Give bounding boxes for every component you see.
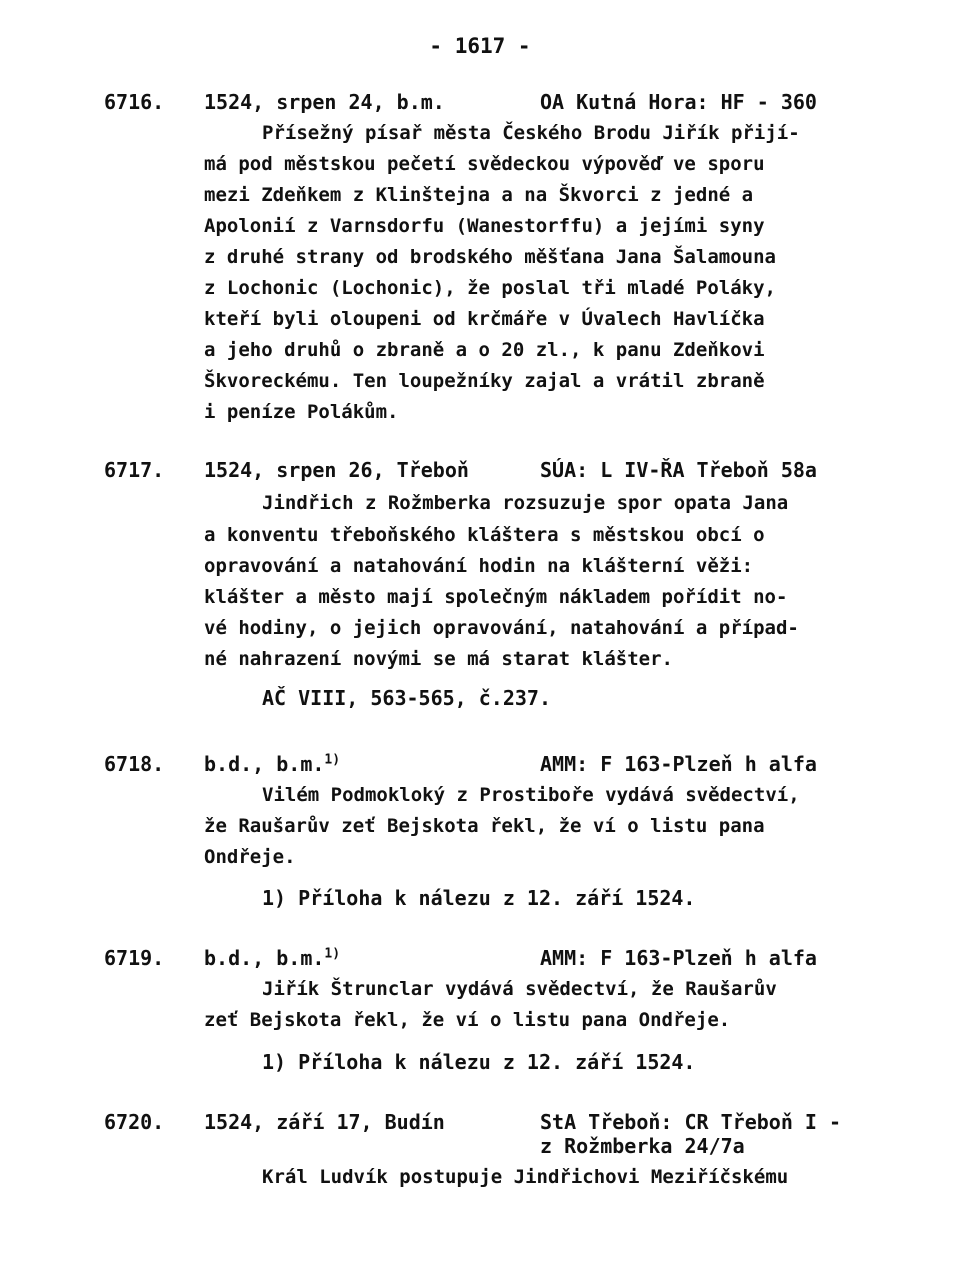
body-line: Vilém Podmokloký z Prostiboře vydává svědectví,	[262, 784, 800, 806]
body-line: Král Ludvík postupuje Jindřichovi Meziříčskému	[262, 1166, 789, 1188]
entry-date-text: b.d., b.m.	[204, 752, 325, 776]
body-line: Přísežný písař města Českého Brodu Jiřík přijí-	[262, 122, 800, 144]
entry-source: AMM: F 163-Plzeň h alfa	[540, 752, 817, 776]
entry-date	[204, 946, 340, 970]
entry-footnote: 1) Příloha k nálezu z 12. září 1524.	[262, 886, 696, 910]
body-line: zeť Bejskota řekl, že ví o listu pana Ondřeje.	[204, 1009, 731, 1031]
entry-source: SÚA: L IV-ŘA Třeboň 58a	[540, 458, 817, 482]
body-line: má pod městskou pečetí svědeckou výpověď ve sporu	[204, 153, 765, 175]
entry-source: AMM: F 163-Plzeň h alfa	[540, 946, 817, 970]
entry-body	[262, 118, 912, 149]
entry-footnote: 1) Příloha k nálezu z 12. září 1524.	[262, 1050, 696, 1074]
footnote-marker: 1)	[324, 752, 341, 768]
entry-date: 1524, srpen 24, b.m.	[204, 90, 445, 114]
body-line: Jindřich z Rožmberka rozsuzuje spor opata Jana	[262, 492, 789, 514]
body-line: klášter a město mají společným nákladem pořídit no-	[204, 586, 788, 608]
body-line: a jeho druhů o zbraně a o 20 zl., k panu Zdeňkovi	[204, 339, 765, 361]
entry-number: 6719.	[104, 946, 165, 970]
entry-number: 6716.	[104, 90, 165, 114]
body-line: i peníze Polákům.	[204, 401, 399, 423]
entry-body	[262, 1162, 912, 1193]
body-line: z druhé strany od brodského měšťana Jana Šalamouna	[204, 246, 776, 268]
body-line: vé hodiny, o jejich opravování, natahování a případ-	[204, 617, 799, 639]
footnote-marker: 1)	[324, 946, 341, 962]
body-line: Škvoreckému. Ten loupežníky zajal a vrátil zbraně	[204, 370, 765, 392]
entry-number: 6718.	[104, 752, 165, 776]
body-line: Ondřeje.	[204, 846, 296, 868]
entry-source: StA Třeboň: CR Třeboň I -	[540, 1110, 842, 1134]
entry-body	[204, 1005, 854, 1036]
entry-number: 6717.	[104, 458, 165, 482]
body-line: Apolonií z Varnsdorfu (Wanestorffu) a jejími syny	[204, 215, 765, 237]
entry-date: 1524, srpen 26, Třeboň	[204, 458, 469, 482]
entry-body	[262, 780, 912, 811]
body-line: z Lochonic (Lochonic), že poslal tři mladé Poláky,	[204, 277, 776, 299]
entry-date: 1524, září 17, Budín	[204, 1110, 445, 1134]
entry-note: AČ VIII, 563-565, č.237.	[262, 686, 551, 710]
entry-source-line-2: z Rožmberka 24/7a	[540, 1134, 745, 1158]
entry-body	[204, 811, 854, 873]
entry-source: OA Kutná Hora: HF - 360	[540, 90, 817, 114]
entry-number: 6720.	[104, 1110, 165, 1134]
entry-date	[204, 752, 340, 776]
body-line: kteří byli oloupeni od krčmáře v Úvalech Havlíčka	[204, 308, 765, 330]
entry-body	[262, 488, 912, 519]
entry-date-text: b.d., b.m.	[204, 946, 325, 970]
entry-body	[262, 974, 912, 1005]
body-line: a konventu třeboňského kláštera s městskou obcí o	[204, 524, 765, 546]
body-line: mezi Zdeňkem z Klinštejna a na Škvorci z jedné a	[204, 184, 754, 206]
body-line: že Raušarův zeť Bejskota řekl, že ví o listu pana	[204, 815, 765, 837]
entry-body	[204, 149, 854, 428]
body-line: né nahrazení novými se má starat klášter.	[204, 648, 673, 670]
body-line: Jiřík Štrunclar vydává svědectví, že Raušarův	[262, 978, 777, 1000]
page-number: - 1617 -	[429, 34, 531, 58]
body-line: opravování a natahování hodin na klášterní věži:	[204, 555, 754, 577]
entry-body	[204, 520, 854, 675]
